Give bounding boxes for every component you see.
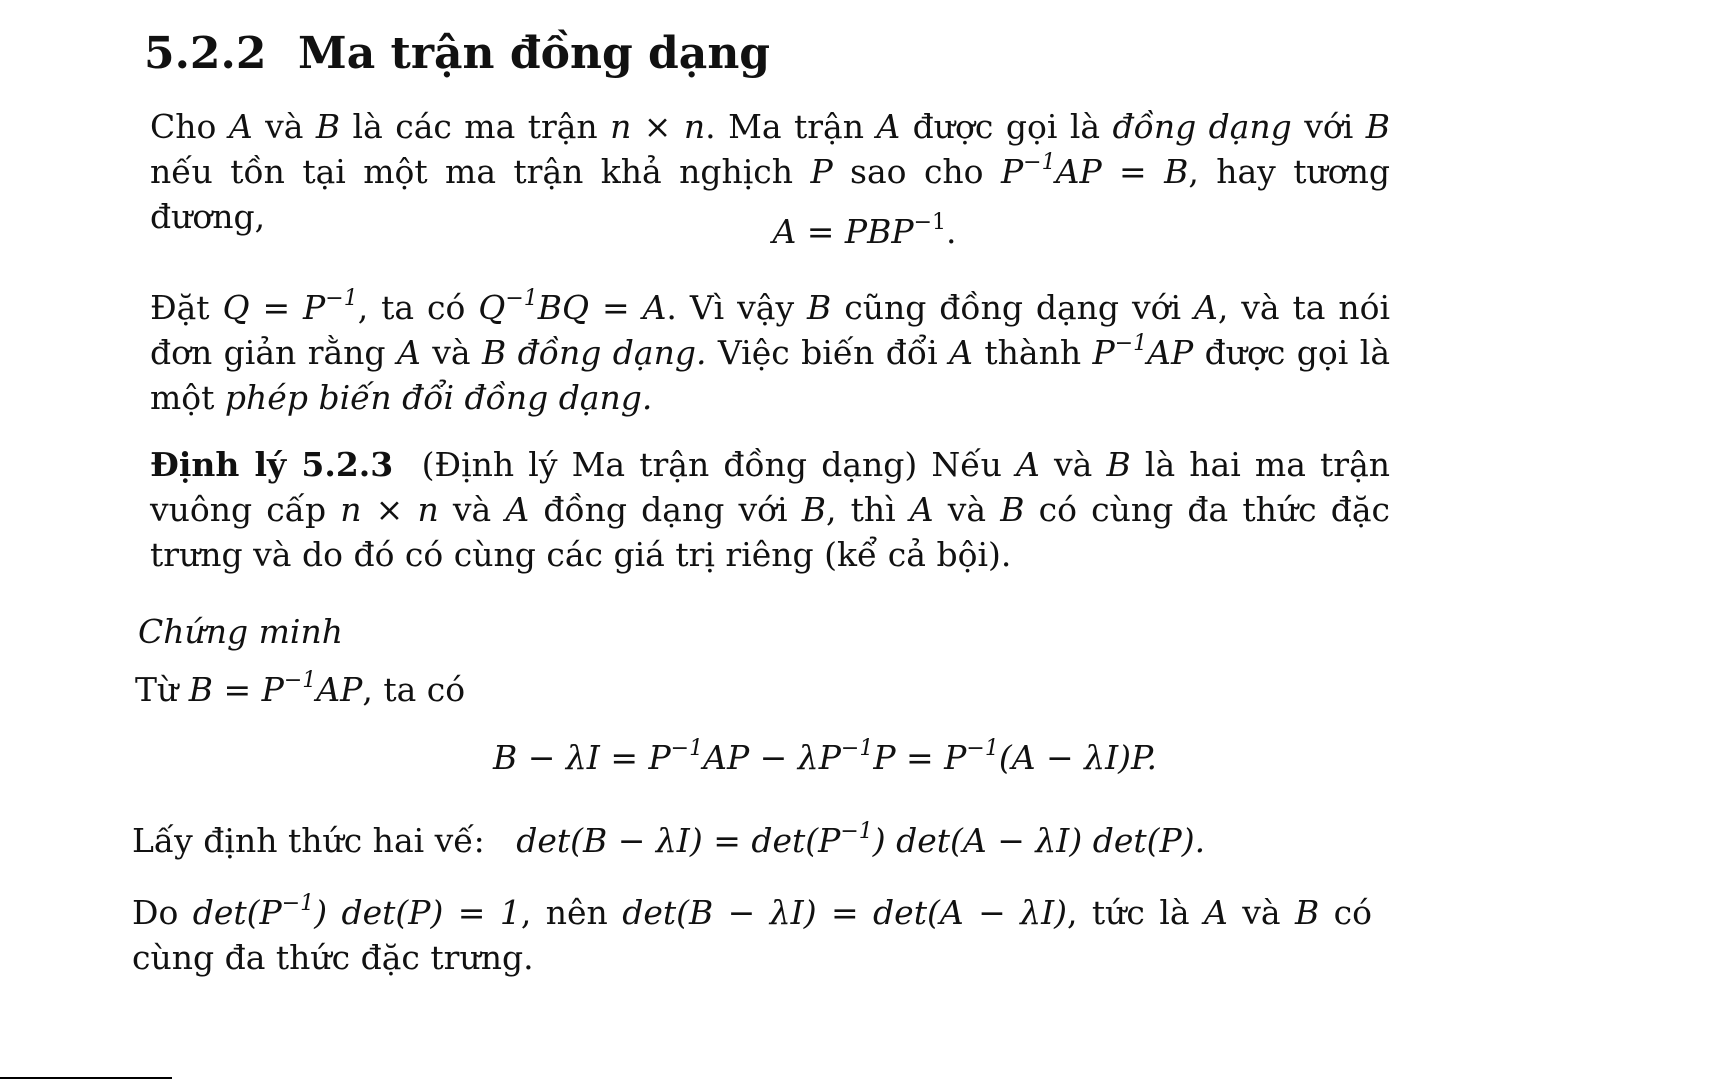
term-similarity-transform: phép biến đổi đồng dạng.: [224, 378, 653, 417]
proof-line-1: Từ $B = P^{-1}AP$, ta có: [135, 668, 466, 709]
display-equation-1: $A = PBP^{-1}$.: [772, 210, 957, 251]
substitution-paragraph: Đặt $Q = P^{-1}$, ta có $Q^{-1}BQ = A$. Vì vậy B cũng đồng dạng với A, và ta nói đơn giản rằng A và B đồng dạng. Việc biến đổi A thành $P^{-1}AP$ được gọi là một phép biến đổi đồng dạng.: [150, 286, 1391, 417]
proof-line-3: Do $\det(P^{-1}) \det(P) = 1$, nên det(B − λI) = det(A − λI), tức là A và B có cùng đa thức đặc trưng.: [132, 891, 1373, 977]
theorem-block: Định lý 5.2.3 (Định lý Ma trận đồng dạng) Nếu A và B là hai ma trận vuông cấp n × n và A đồng dạng với B, thì A và B có cùng đa thức đặc trưng và do đó có cùng các giá trị riêng (kể cả bội).: [150, 445, 1391, 574]
theorem-name: (Định lý Ma trận đồng dạng): [421, 445, 918, 484]
section-title: Ma trận đồng dạng: [298, 28, 771, 79]
term-similar-2: đồng dạng.: [506, 333, 707, 372]
footnote-rule: [0, 1077, 172, 1079]
term-similar: đồng dạng: [1112, 107, 1292, 146]
proof-line-2: Lấy định thức hai vế: $\det(B - \lambda I) = \det(P^{-1}) \det(A - \lambda I)$ det(P).: [132, 819, 1206, 860]
section-heading: [144, 28, 770, 79]
display-equation-2: $B - \lambda I = P^{-1}AP - \lambda P^{-1}P = P^{-1}(A - \lambda I)P$.: [493, 736, 1157, 777]
theorem-label: Định lý 5.2.3: [150, 445, 394, 484]
definition-paragraph: Cho A và B là các ma trận n × n. Ma trận A được gọi là đồng dạng với B nếu tồn tại một ma trận khả nghịch P sao cho $P^{-1}AP = B$, hay tương đương,: [150, 107, 1391, 236]
proof-label: Chứng minh: [138, 612, 343, 651]
inline-equation: $P^{-1}AP = B$: [1000, 150, 1189, 191]
section-number: 5.2.2: [144, 28, 267, 79]
